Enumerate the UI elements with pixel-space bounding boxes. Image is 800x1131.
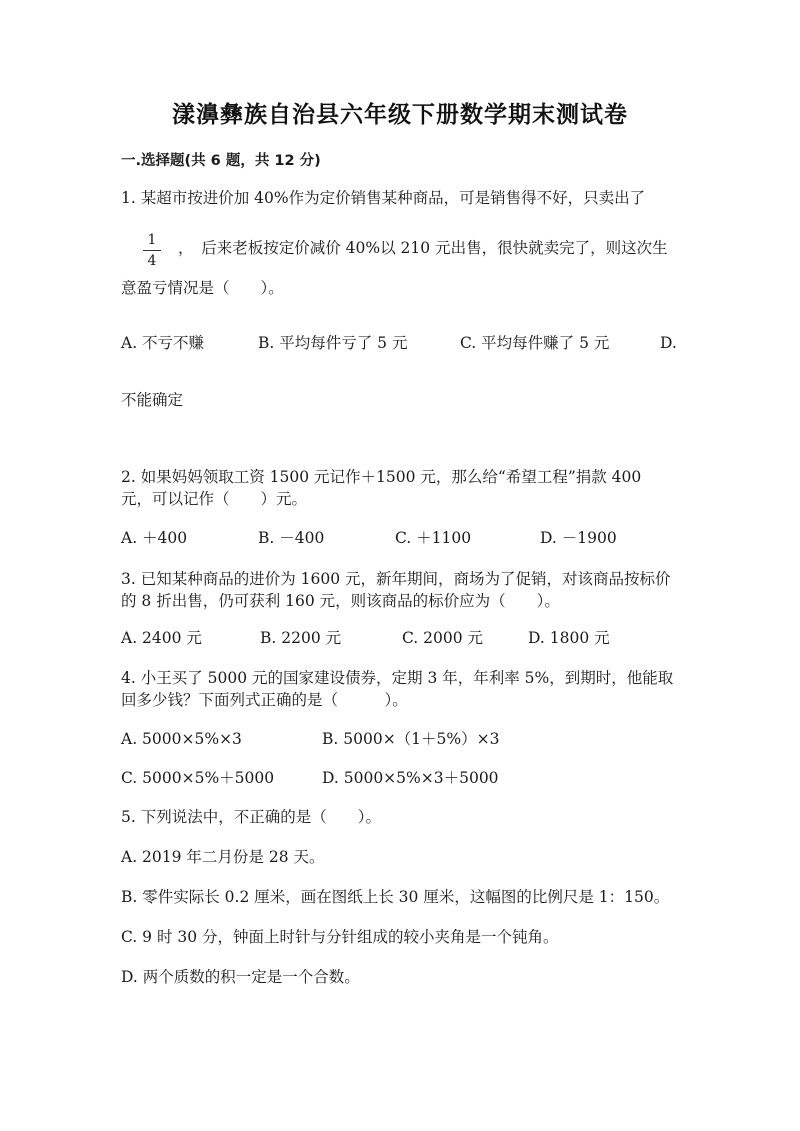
question-4-line-1: 4. 小王买了 5000 元的国家建设债券，定期 3 年，年利率 5%，到期时，他能取 [121,669,674,687]
q4-option-b[interactable]: B. 5000×（1＋5%）×3 [322,730,500,748]
question-4-line-2: 回多少钱？下面列式正确的是（ ）。 [121,691,408,709]
q2-option-c[interactable]: C. ＋1100 [395,529,472,547]
q2-option-d[interactable]: D. －1900 [540,529,617,547]
q3-option-c[interactable]: C. 2000 元 [402,629,484,647]
q1-option-d-text: 不能确定 [121,391,184,409]
question-2-line-1: 2. 如果妈妈领取工资 1500 元记作＋1500 元，那么给“希望工程”捐款 400 [121,468,642,486]
q2-option-a[interactable]: A. ＋400 [121,529,188,547]
fraction-one-quarter [143,232,161,269]
q5-option-b[interactable]: B. 零件实际长 0.2 厘米，画在图纸上长 30 厘米，这幅图的比例尺是 1：150。 [121,888,670,906]
q4-option-d[interactable]: D. 5000×5%×3＋5000 [322,769,499,787]
fraction-denominator: 4 [147,253,157,269]
q5-option-a[interactable]: A. 2019 年二月份是 28 天。 [121,848,325,866]
fraction-numerator: 1 [147,232,157,248]
q1-option-a[interactable]: A. 不亏不赚 [121,334,205,352]
fraction-bar [143,250,161,251]
q4-option-a[interactable]: A. 5000×5%×3 [121,730,242,748]
q5-option-d[interactable]: D. 两个质数的积一定是一个合数。 [121,968,360,986]
q1-option-c[interactable]: C. 平均每件赚了 5 元 [460,334,610,352]
q3-option-b[interactable]: B. 2200 元 [260,629,342,647]
q2-option-b[interactable]: B. －400 [258,529,325,547]
section-heading: 一.选择题(共 6 题，共 12 分) [121,153,321,169]
question-3-line-1: 3. 已知某种商品的进价为 1600 元，新年期间，商场为了促销，对该商品按标价 [121,570,671,588]
q3-option-d[interactable]: D. 1800 元 [528,629,610,647]
question-1-line-1: 1. 某超市按进价加 40%作为定价销售某种商品，可是销售得不好，只卖出了 [121,189,646,207]
q1-option-d[interactable]: D. [660,334,677,352]
question-1-line-2: ， 后来老板按定价减价 40%以 210 元出售，很快就卖完了，则这次生 [178,239,668,257]
question-2-line-2: 元，可以记作（ ）元。 [121,490,308,508]
question-5-line-1: 5. 下列说法中，不正确的是（ ）。 [121,808,381,826]
q3-option-a[interactable]: A. 2400 元 [121,629,202,647]
question-3-line-2: 的 8 折出售，仍可获利 160 元，则该商品的标价应为（ ）。 [121,592,560,610]
page-title: 漾濞彝族自治县六年级下册数学期末测试卷 [172,102,628,128]
q4-option-c[interactable]: C. 5000×5%＋5000 [121,769,275,787]
question-1-line-3: 意盈亏情况是（ ）。 [121,279,284,297]
q5-option-c[interactable]: C. 9 时 30 分，钟面上时针与分针组成的较小夹角是一个钝角。 [121,928,559,946]
q1-option-b[interactable]: B. 平均每件亏了 5 元 [258,334,408,352]
